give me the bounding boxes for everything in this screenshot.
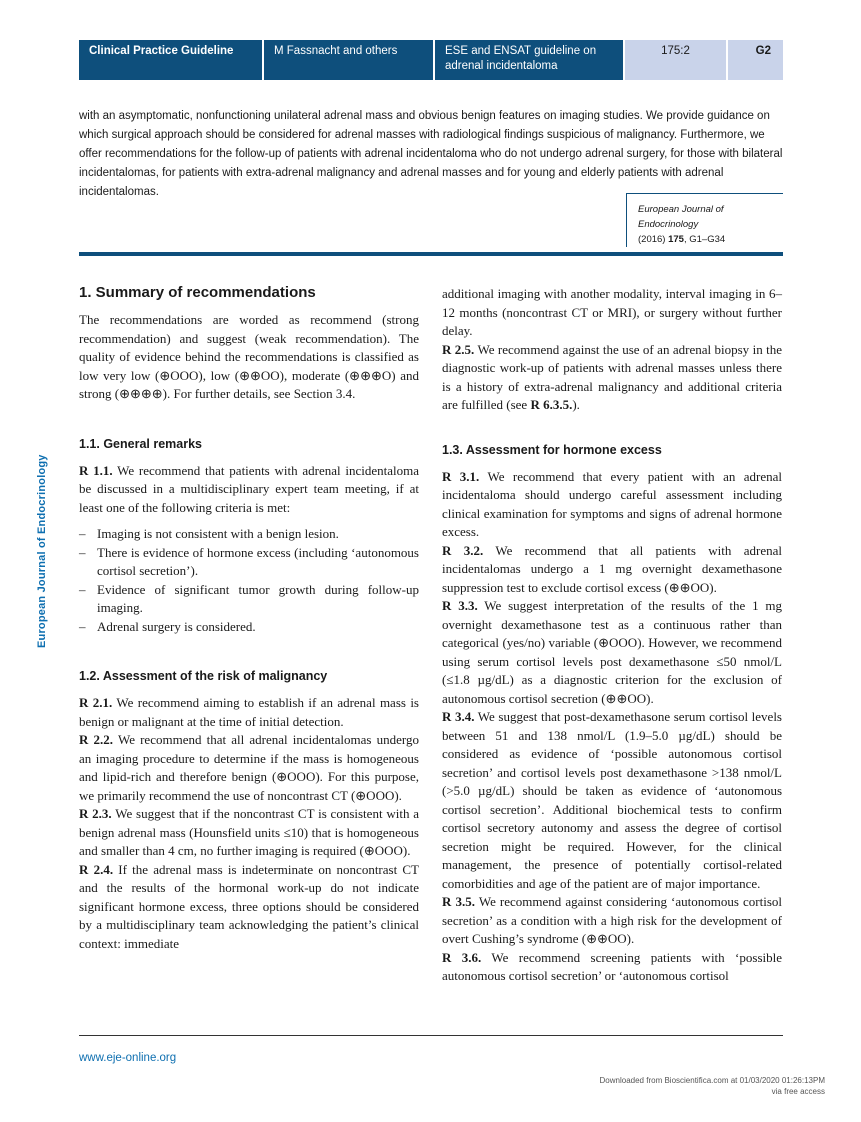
malignancy-risk-heading: 1.2. Assessment of the risk of malignancy bbox=[79, 669, 328, 683]
download-notice-line2: via free access bbox=[771, 1087, 825, 1096]
journal-side-label: European Journal of Endocrinology bbox=[36, 454, 48, 648]
recommendation-r2-4-continued: additional imaging with another modality, interval imaging in 6–12 months (noncontrast CT or MRI), or surgery without further delay. bbox=[442, 286, 782, 338]
left-column bbox=[79, 283, 419, 953]
header-authors: M Fassnacht and others bbox=[264, 40, 433, 80]
header-page-number: G2 bbox=[728, 40, 783, 80]
footer-rule bbox=[79, 1035, 783, 1036]
summary-heading: 1. Summary of recommendations bbox=[79, 284, 316, 301]
recommendation-r2-3: R 2.3. We suggest that if the noncontrast CT is consistent with a benign adrenal mass (Hounsfield units ≤10) that is homogeneous and smaller than 4 cm, no further imaging is required (⊕OOO). bbox=[79, 806, 420, 858]
recommendation-r2-2: R 2.2. We recommend that all adrenal incidentalomas undergo an imaging procedure to determine if the mass is homogeneous and lipid-rich and therefore benign (⊕OOO). For this purpose, we primarily recommend the use of noncontrast CT (⊕OOO). bbox=[79, 732, 419, 803]
list-item: – Imaging is not consistent with a benign lesion. bbox=[79, 525, 419, 544]
download-notice-line1: Downloaded from Bioscientifica.com at 01/03/2020 01:26:13PM bbox=[599, 1076, 825, 1085]
right-column bbox=[442, 285, 782, 986]
intro-paragraph: with an asymptomatic, nonfunctioning unilateral adrenal mass and obvious benign features on imaging studies. We provide guidance on which surgical approach should be considered for adrenal masses with radiological findings suspicious of malignancy. Furthermore, we offer recommendations for the follow-up of patients with adrenal incidentaloma who do not undergo adrenal surgery, for those with bilateral incidentalomas, for patients with extra-adrenal malignancy and adrenal masses and for young and elderly patients with adrenal incidentalomas. bbox=[79, 110, 783, 198]
general-remarks-heading: 1.1. General remarks bbox=[79, 436, 202, 451]
citation-details: (2016) 175, G1–G34 bbox=[638, 234, 726, 245]
recommendation-r3-5: R 3.5. We recommend against considering ‘autonomous cortisol secretion’ as a condition with a high risk for the development of overt Cushing’s syndrome (⊕⊕OO). bbox=[442, 894, 782, 946]
journal-website-link[interactable]: www.eje-online.org bbox=[79, 1052, 177, 1064]
download-notice bbox=[600, 1075, 825, 1097]
section-divider-bar bbox=[79, 252, 783, 256]
recommendation-r2-4: R 2.4. If the adrenal mass is indeterminate on noncontrast CT and the results of the hormonal work-up do not indicate significant hormone excess, three options should be considered by a multidisciplinary team acknowledging the patient’s clinical context: immediate bbox=[79, 861, 420, 951]
header-title: ESE and ENSAT guideline on adrenal incidentaloma bbox=[435, 40, 623, 80]
citation-box bbox=[626, 193, 783, 247]
recommendation-r3-1: R 3.1. We recommend that every patient with an adrenal incidentaloma should undergo careful assessment including clinical examination for symptoms and signs of adrenal hormone excess. bbox=[442, 468, 783, 539]
summary-paragraph: The recommendations are worded as recommend (strong recommendation) and suggest (weak recommendation). The quality of evidence behind the recommendations is classified as low very low (⊕OOO), low (⊕⊕OO), moderate (⊕⊕⊕O) and strong (⊕⊕⊕⊕). For further details, see Section 3.4. bbox=[79, 312, 419, 401]
criteria-list bbox=[79, 525, 419, 636]
list-item: – Adrenal surgery is considered. bbox=[79, 618, 419, 637]
citation-journal-line2: Endocrinology bbox=[638, 219, 699, 230]
citation-journal-line1: European Journal of bbox=[638, 204, 724, 215]
recommendation-r3-2: R 3.2. We recommend that all patients with adrenal incidentalomas undergo a 1 mg overnight dexamethasone suppression test to exclude cortisol excess (⊕⊕OO). bbox=[442, 542, 782, 595]
header-volume: 175:2 bbox=[625, 40, 726, 80]
recommendation-r2-1: R 2.1. We recommend aiming to establish if an adrenal mass is benign or malignant at the time of initial detection. bbox=[79, 695, 419, 729]
hormone-excess-heading: 1.3. Assessment for hormone excess bbox=[442, 442, 662, 457]
recommendation-r2-5: R 2.5. We recommend against the use of an adrenal biopsy in the diagnostic work-up of patients with adrenal masses unless there is a history of extra-adrenal malignancy and additional criteria are fulfilled (see R 6.3.5.). bbox=[442, 341, 782, 412]
recommendation-r3-3: R 3.3. We suggest interpretation of the results of the 1 mg overnight dexamethasone test as a continuous rather than categorical (yes/no) variable (⊕OOO). However, we recommend using serum cortisol levels post dexamethasone ≤50 nmol/L (≤1.8 µg/dL) as a diagnostic criterion for the exclusion of autonomous cortisol secretion (⊕⊕OO). bbox=[442, 598, 782, 706]
recommendation-r3-6: R 3.6. We recommend screening patients with ‘possible autonomous cortisol secretion’ or ‘autonomous cortisol bbox=[442, 949, 782, 983]
list-item: – Evidence of significant tumor growth during follow-up imaging. bbox=[79, 581, 419, 618]
recommendation-r1-1: R 1.1. We recommend that patients with adrenal incidentaloma be discussed in a multidisciplinary expert team meeting, if at least one of the following criteria is met: bbox=[79, 462, 420, 515]
header-article-type: Clinical Practice Guideline bbox=[79, 40, 262, 80]
recommendation-r3-4: R 3.4. We suggest that post-dexamethasone serum cortisol levels between 51 and 138 nmol/L (1.9–5.0 µg/dL) should be considered as evidence of ‘possible autonomous cortisol secretion’ and cortisol levels post dexamethasone >138 nmol/L (>5.0 µg/dL) should be taken as evidence of ‘autonomous cortisol secretion’. Additional biochemical tests to confirm cortisol secretory autonomy and assess the degree of cortisol secretion might be required. However, for the clinical management, the presence of potentially cortisol-related comorbidities and age of the patient are of major importance. bbox=[442, 709, 782, 891]
list-item: – There is evidence of hormone excess (including ‘autonomous cortisol secretion’). bbox=[79, 544, 419, 581]
